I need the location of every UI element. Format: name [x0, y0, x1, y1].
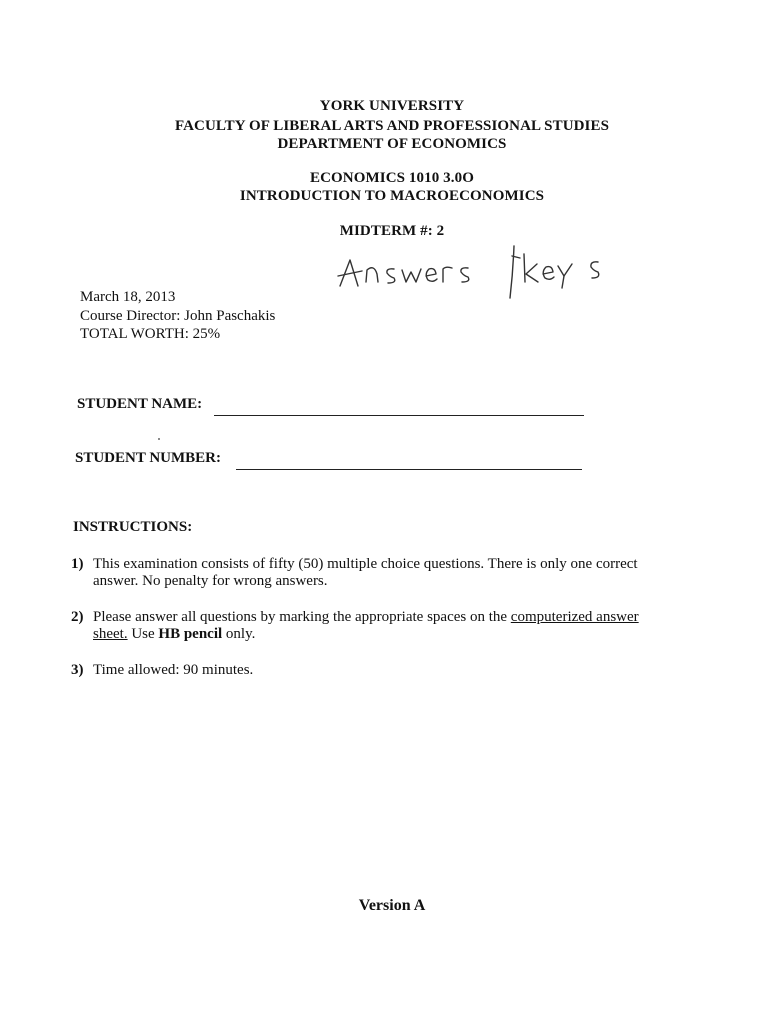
instruction-item-1 — [71, 556, 671, 590]
instruction-text-part: Please answer all questions by marking the appropriate spaces on the — [93, 609, 511, 625]
student-name-line[interactable] — [214, 415, 584, 416]
exam-version: Version A — [358, 897, 426, 914]
instruction-number: 2) — [71, 609, 84, 625]
instructions-title: INSTRUCTIONS: — [73, 519, 193, 535]
total-worth: TOTAL WORTH: 25% — [80, 326, 221, 342]
instruction-text-part: only. — [222, 626, 256, 642]
student-number-label: STUDENT NUMBER: — [75, 450, 221, 466]
university-name: YORK UNIVERSITY — [319, 98, 465, 114]
exam-date: March 18, 2013 — [80, 289, 176, 305]
instruction-text: Time allowed: 90 minutes. — [93, 662, 254, 678]
instruction-text — [93, 609, 671, 643]
student-name-label: STUDENT NAME: — [77, 396, 203, 412]
instruction-number: 3) — [71, 662, 84, 678]
instruction-item-2 — [71, 609, 671, 643]
instruction-text-part: Use — [127, 626, 159, 642]
instruction-item-3 — [71, 662, 671, 679]
instruction-number: 1) — [71, 556, 84, 572]
exam-title: MIDTERM #: 2 — [339, 223, 445, 239]
course-director: Course Director: John Paschakis — [80, 308, 276, 324]
faculty-name: FACULTY OF LIBERAL ARTS AND PROFESSIONAL STUDIES — [174, 118, 610, 134]
department-name: DEPARTMENT OF ECONOMICS — [277, 136, 507, 152]
course-title: INTRODUCTION TO MACROECONOMICS — [239, 188, 545, 204]
course-code: ECONOMICS 1010 3.0O — [310, 170, 474, 186]
instruction-text: This examination consists of fifty (50) multiple choice questions. There is only one correct answer. No penalty for wrong answers. — [93, 556, 638, 589]
handwritten-answers-keys-annotation — [336, 238, 626, 313]
student-number-line[interactable] — [236, 469, 582, 470]
computerized-answer-sheet-text: computerized answer sheet. — [93, 609, 639, 642]
hb-pencil-text: HB pencil — [158, 626, 223, 642]
scan-speck — [158, 438, 160, 440]
